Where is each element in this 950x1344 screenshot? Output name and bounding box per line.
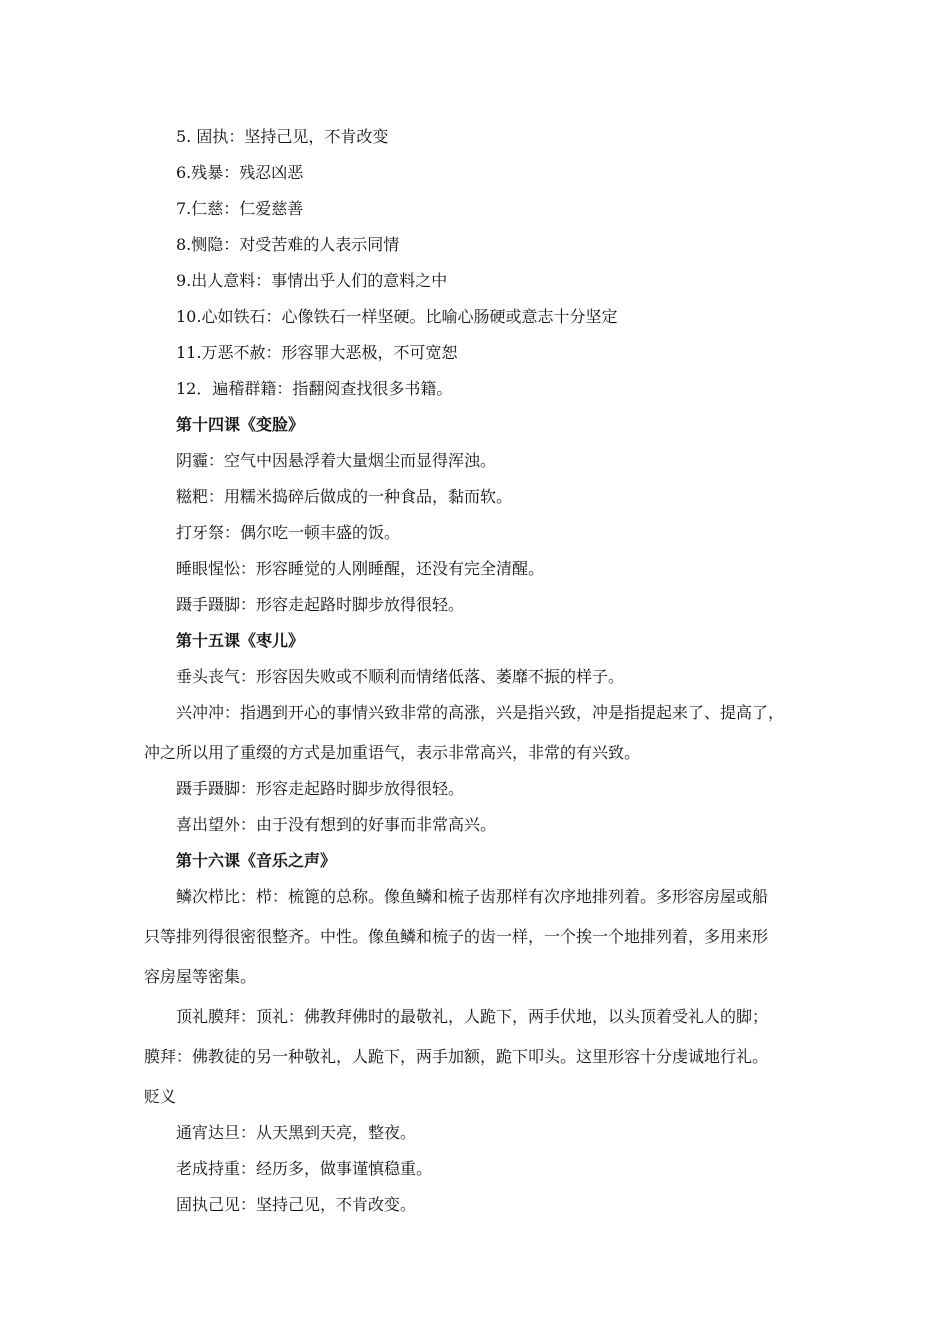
vocab-line-5: 5. 固执：坚持己见，不肯改变 <box>176 127 389 146</box>
vocab-line-7: 7.仁慈：仁爱慈善 <box>176 199 304 218</box>
vocab-line-9: 9.出人意料：事情出乎人们的意料之中 <box>176 271 448 290</box>
lesson-14-entry: 蹑手蹑脚：形容走起路时脚步放得很轻。 <box>176 595 465 614</box>
lesson-15-entry: 垂头丧气：形容因失败或不顺利而情绪低落、萎靡不振的样子。 <box>176 667 625 686</box>
lesson-16-entry-continuation: 只等排列得很密很整齐。中性。像鱼鳞和梳子的齿一样，一个挨一个地排列着，多用来形 <box>144 927 769 946</box>
vocab-line-12: 12．遍稽群籍：指翻阅查找很多书籍。 <box>176 379 453 398</box>
vocab-line-6: 6.残暴：残忍凶恶 <box>176 163 304 182</box>
lesson-14-entry: 阴霾：空气中因悬浮着大量烟尘而显得浑浊。 <box>176 451 497 470</box>
vocab-line-8: 8.恻隐：对受苦难的人表示同情 <box>176 235 400 254</box>
lesson-15-entry: 喜出望外：由于没有想到的好事而非常高兴。 <box>176 815 497 834</box>
lesson-16-entry: 顶礼膜拜：顶礼：佛教拜佛时的最敬礼，人跪下，两手伏地，以头顶着受礼人的脚； <box>176 1007 769 1026</box>
lesson-16-entry: 通宵达旦：从天黑到天亮，整夜。 <box>176 1123 417 1142</box>
lesson-14-entry: 打牙祭：偶尔吃一顿丰盛的饭。 <box>176 523 401 542</box>
lesson-15-entry: 蹑手蹑脚：形容走起路时脚步放得很轻。 <box>176 779 465 798</box>
vocab-line-10: 10.心如铁石：心像铁石一样坚硬。比喻心肠硬或意志十分坚定 <box>176 307 618 326</box>
lesson-14-entry: 糍粑：用糯米捣碎后做成的一种食品，黏而软。 <box>176 487 513 506</box>
lesson-14-entry: 睡眼惺忪：形容睡觉的人刚睡醒，还没有完全清醒。 <box>176 559 545 578</box>
vocab-line-11: 11.万恶不赦：形容罪大恶极，不可宽恕 <box>176 343 458 362</box>
lesson-16-entry-continuation: 贬义 <box>144 1087 177 1106</box>
lesson-16-heading: 第十六课《音乐之声》 <box>176 851 337 870</box>
lesson-16-entry: 老成持重：经历多，做事谨慎稳重。 <box>176 1159 433 1178</box>
lesson-16-entry: 鳞次栉比：栉：梳篦的总称。像鱼鳞和梳子齿那样有次序地排列着。多形容房屋或船 <box>176 887 769 906</box>
lesson-15-entry-continuation: 冲之所以用了重缀的方式是加重语气，表示非常高兴，非常的有兴致。 <box>144 743 641 762</box>
lesson-16-entry-continuation: 容房屋等密集。 <box>144 967 257 986</box>
lesson-14-heading: 第十四课《变脸》 <box>176 415 305 434</box>
lesson-15-entry: 兴冲冲：指遇到开心的事情兴致非常的高涨，兴是指兴致，冲是指提起来了、提高了， <box>176 703 785 722</box>
lesson-16-entry: 固执己见：坚持己见，不肯改变。 <box>176 1195 417 1214</box>
lesson-15-heading: 第十五课《枣儿》 <box>176 631 305 650</box>
lesson-16-entry-continuation: 膜拜：佛教徒的另一种敬礼，人跪下，两手加额，跪下叩头。这里形容十分虔诚地行礼。 <box>144 1047 769 1066</box>
